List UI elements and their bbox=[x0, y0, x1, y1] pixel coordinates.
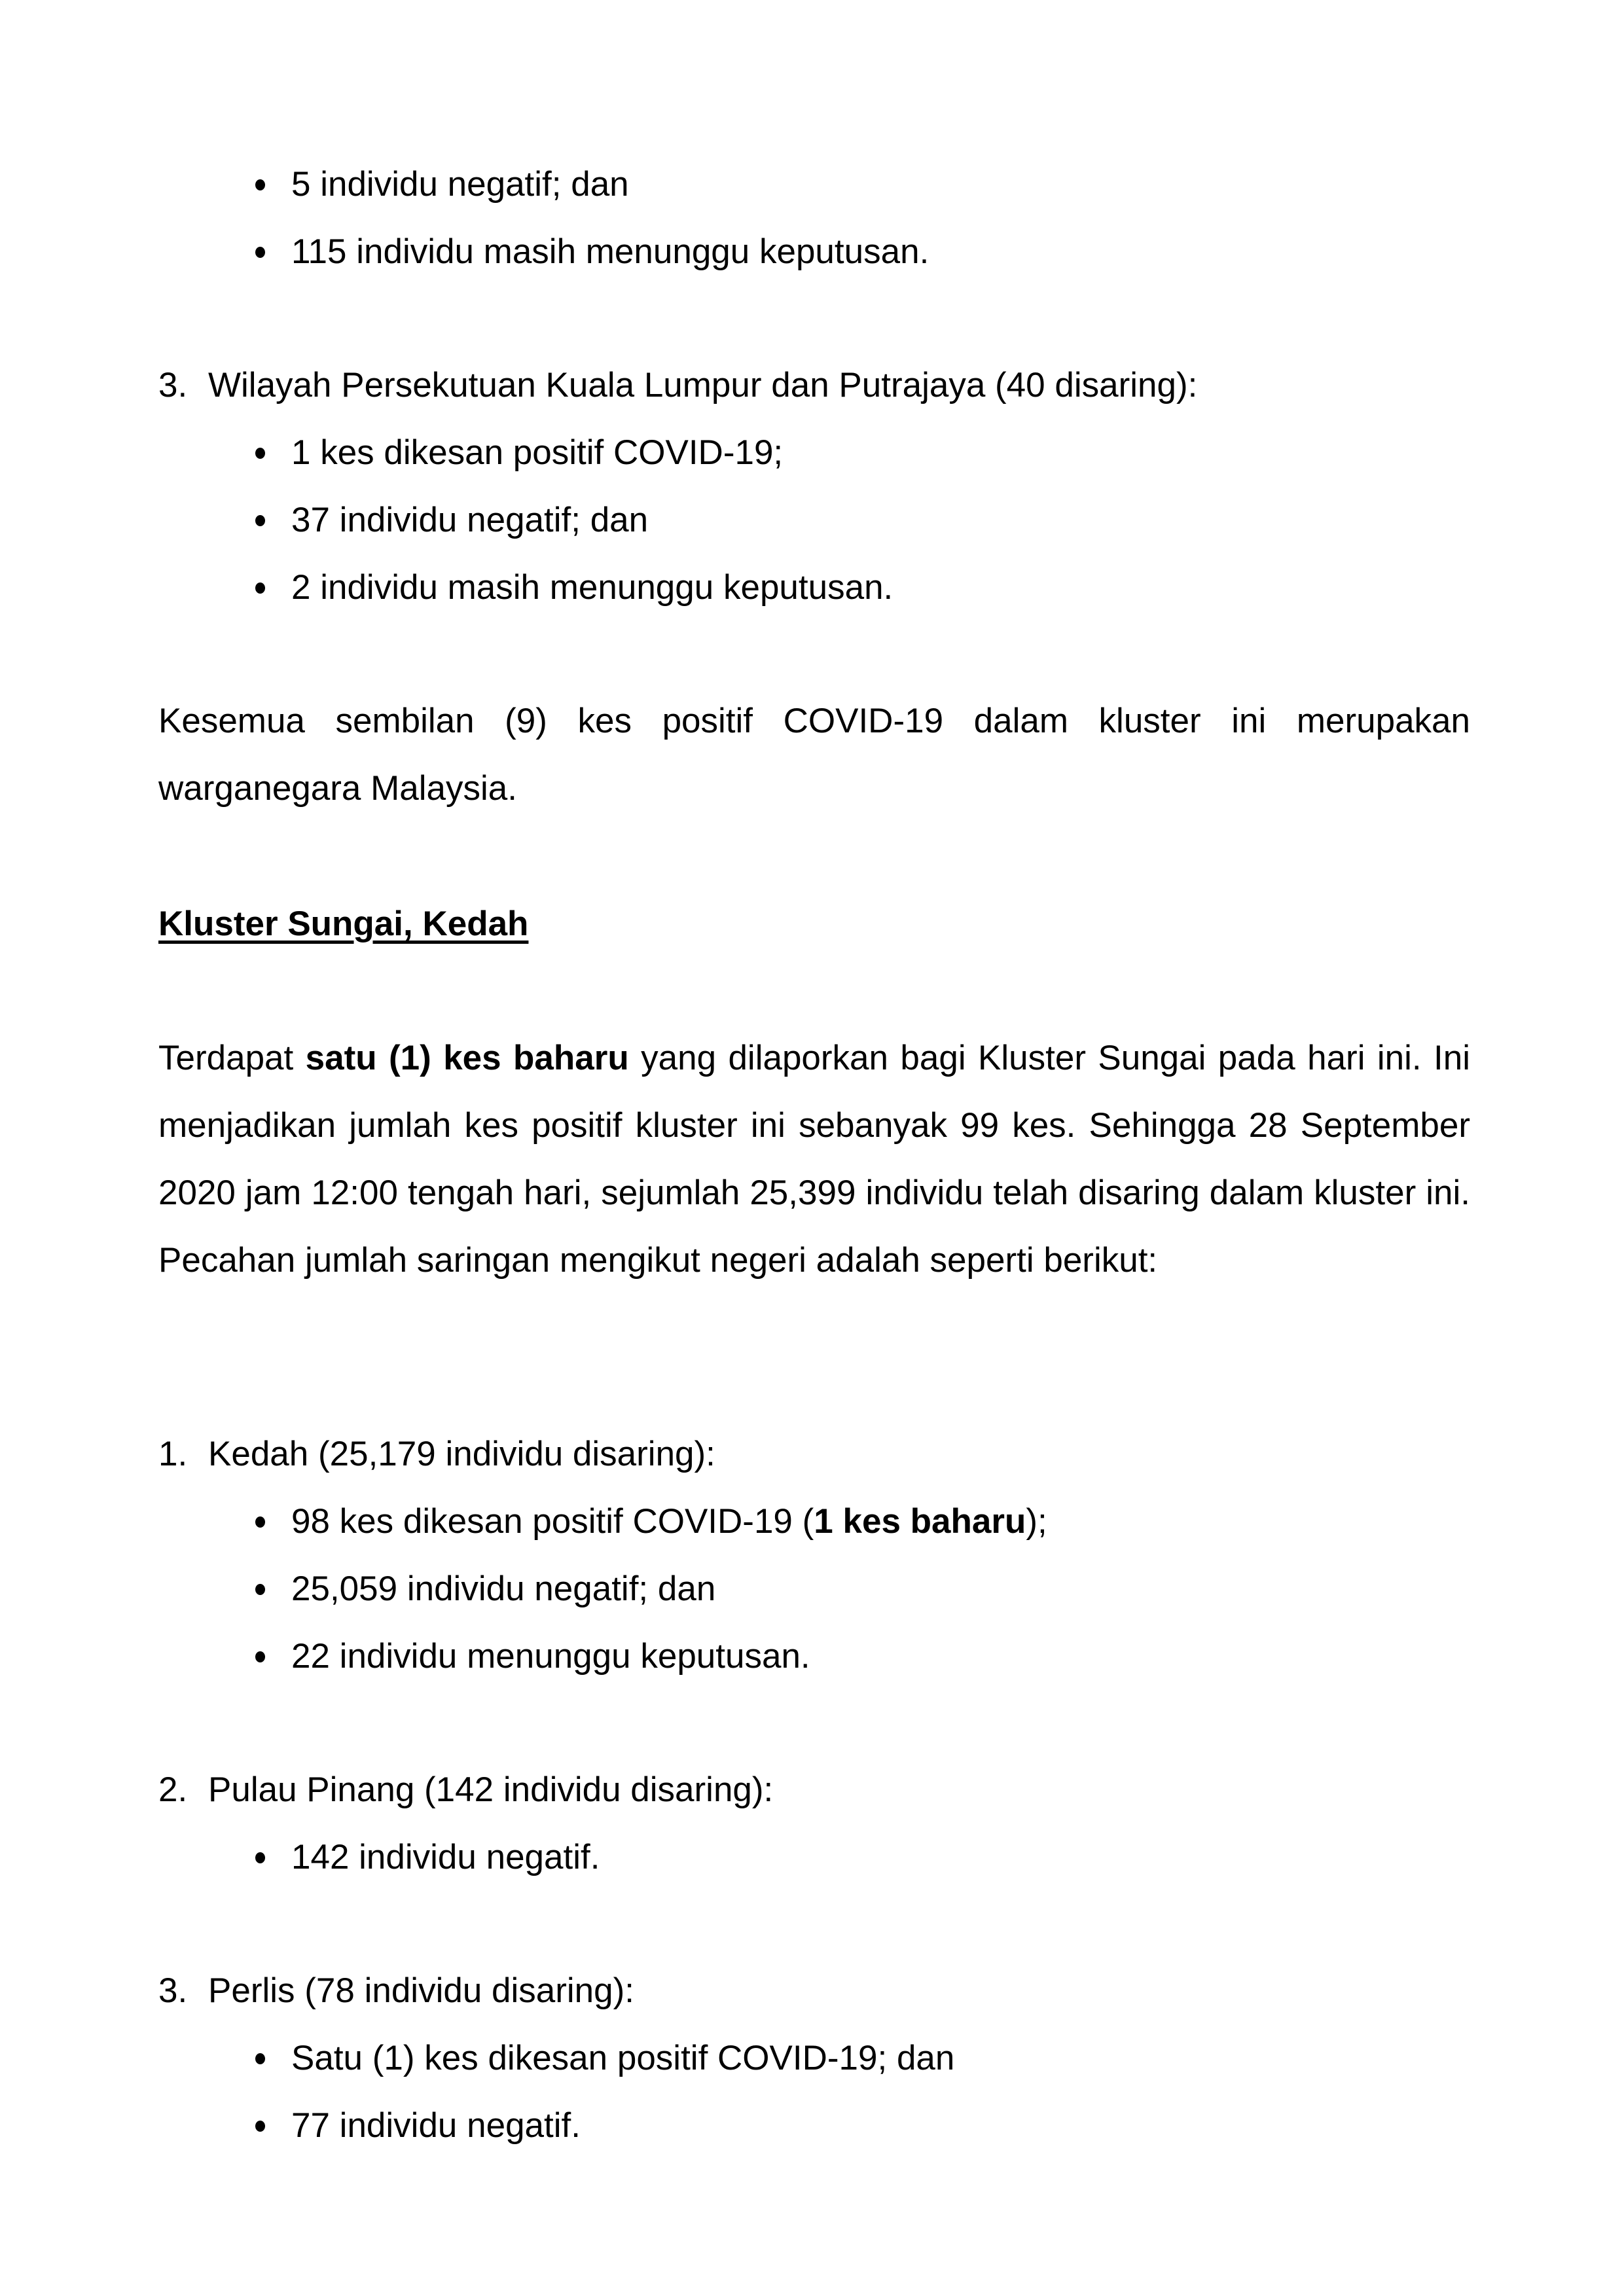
item-number: 3. bbox=[158, 1971, 188, 2010]
list-item bbox=[255, 1837, 600, 1878]
bullet-text: 77 individu negatif. bbox=[291, 2106, 581, 2145]
bullet-icon bbox=[255, 1852, 265, 1863]
bullet-icon bbox=[255, 2121, 265, 2132]
bullet-icon bbox=[255, 583, 265, 594]
numbered-item-kedah bbox=[158, 1433, 715, 1475]
item-number: 1. bbox=[158, 1435, 188, 1473]
list-item bbox=[255, 567, 893, 609]
list-item bbox=[255, 164, 629, 206]
bullet-text: 98 kes dikesan positif COVID-19 ( bbox=[291, 1502, 814, 1541]
bullet-text: 37 individu negatif; dan bbox=[291, 501, 649, 539]
numbered-item-wp bbox=[158, 365, 1197, 406]
bullet-bold: 1 kes baharu bbox=[814, 1502, 1026, 1541]
intro-paragraph bbox=[158, 1024, 1470, 1294]
bullet-text: 2 individu masih menunggu keputusan. bbox=[291, 568, 893, 607]
bullet-text: 115 individu masih menunggu keputusan. bbox=[291, 232, 929, 271]
numbered-item-pulau-pinang bbox=[158, 1769, 773, 1811]
bullet-text: 5 individu negatif; dan bbox=[291, 165, 629, 204]
item-title: Kedah (25,179 individu disaring): bbox=[208, 1435, 715, 1473]
list-item bbox=[255, 2037, 954, 2079]
bullet-text: Satu (1) kes dikesan positif COVID-19; dan bbox=[291, 2039, 955, 2077]
intro-suffix: yang dilaporkan bagi Kluster Sungai pada hari ini. Ini menjadikan jumlah kes positif kluster ini sebanyak 99 kes. Sehingga 28 September 2020 jam 12:00 tengah hari, sejumlah 25,399 individu telah disaring dalam kluster ini. Pecahan jumlah saringan mengikut negeri adalah seperti berikut: bbox=[158, 1039, 1470, 1280]
item-title: Perlis (78 individu disaring): bbox=[208, 1971, 635, 2010]
bullet-icon bbox=[255, 247, 265, 258]
section-heading: Kluster Sungai, Kedah bbox=[158, 905, 529, 943]
list-item bbox=[255, 231, 929, 273]
bullet-icon bbox=[255, 515, 265, 526]
item-number: 3. bbox=[158, 366, 188, 404]
list-item bbox=[255, 499, 648, 541]
bullet-icon bbox=[255, 2053, 265, 2064]
item-title: Pulau Pinang (142 individu disaring): bbox=[208, 1770, 774, 1809]
bullet-icon bbox=[255, 448, 265, 459]
list-item bbox=[255, 432, 783, 474]
bullet-text: 142 individu negatif. bbox=[291, 1838, 600, 1876]
bullet-icon bbox=[255, 1584, 265, 1595]
summary-paragraph: Kesemua sembilan (9) kes positif COVID-19 dalam kluster ini merupakan warganegara Malaysia. bbox=[158, 702, 1470, 808]
bullet-text: 1 kes dikesan positif COVID-19; bbox=[291, 433, 784, 472]
bullet-icon bbox=[255, 179, 265, 190]
bullet-text: 22 individu menunggu keputusan. bbox=[291, 1637, 810, 1676]
item-title: Wilayah Persekutuan Kuala Lumpur dan Putrajaya (40 disaring): bbox=[208, 366, 1198, 404]
bullet-text: 25,059 individu negatif; dan bbox=[291, 1570, 716, 1608]
intro-prefix: Terdapat bbox=[158, 1039, 306, 1077]
bullet-icon bbox=[255, 1516, 265, 1528]
numbered-item-perlis bbox=[158, 1970, 634, 2012]
list-item bbox=[255, 1568, 715, 1610]
bullet-icon bbox=[255, 1651, 265, 1662]
bullet-suffix: ); bbox=[1026, 1502, 1047, 1541]
list-item bbox=[255, 1501, 1047, 1543]
list-item bbox=[255, 2105, 581, 2147]
intro-bold: satu (1) kes baharu bbox=[305, 1039, 629, 1077]
list-item bbox=[255, 1636, 810, 1677]
item-number: 2. bbox=[158, 1770, 188, 1809]
